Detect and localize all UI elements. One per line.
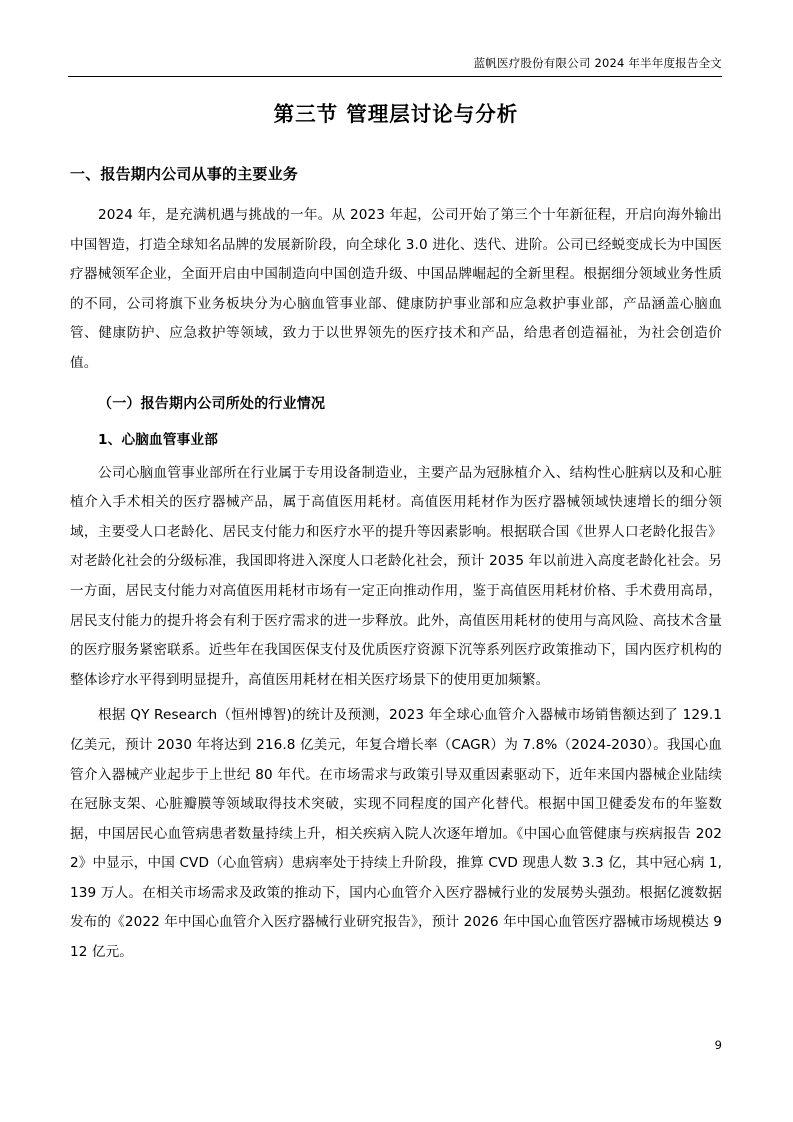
section-heading-main-business: 一、报告期内公司从事的主要业务 [70, 165, 299, 183]
running-header [68, 52, 722, 72]
header-divider-rule [68, 76, 722, 77]
paragraph-high-value-consumables: 公司心脑血管事业部所在行业属于专用设备制造业，主要产品为冠脉植介入、结构性心脏病以及和心脏植介入手术相关的医疗器械产品，属于高值医用耗材。高值医用耗材作为医疗器械领域快速增长的细分领域，主要受人口老龄化、居民支付能力和医疗水平的提升等因素影响。根据联合国《世界人口老龄化报告》对老龄化社会的分级标准，我国即将进入深度人口老龄化社会，预计 2035 年以前进入高度老龄化社会。另一方面，居民支付能力对高值医用耗材市场有一定正向推动作用，鉴于高值医用耗材价格、手术费用高昂，居民支付能力的提升将会有利于医疗需求的进一步释放。此外，高值医用耗材的使用与高风险、高技术含量的医疗服务紧密联系。近些年在我国医保支付及优质医疗资源下沉等系列医疗政策推动下，国内医疗机构的整体诊疗水平得到明显提升，高值医用耗材在相关医疗场景下的使用更加频繁。 [70, 464, 722, 688]
header-company-line: 蓝帆医疗股份有限公司 2024 年半年度报告全文 [473, 56, 722, 70]
paragraph-market-forecast: 根据 QY Research（恒州博智)的统计及预测，2023 年全球心血管介入器械市场销售额达到了 129.1 亿美元，预计 2030 年将达到 216.8 亿美元，年复合增长率（CAGR）为 7.8%（2024-2030）。我国心血管介入器械产业起步于上世纪 80 年代。在市场需求与政策引导双重因素驱动下，近年来国内器械企业陆续在冠脉支架、心脏瓣膜等领域取得技术突破，实现不同程度的国产化替代。根据中国卫健委发布的年鉴数据，中国居民心血管病患者数量持续上升，相关疾病入院人次逐年增加。《中国心血管健康与疾病报告 2022》中显示，中国 CVD（心血管病）患病率处于持续上升阶段，推算 CVD 现患人数 3.3 亿，其中冠心病 1,139 万人。在相关市场需求及政策的推动下，国内心血管介入医疗器械行业的发展势头强劲。根据亿渡数据发布的《2022 年中国心血管介入医疗器械行业研究报告》，预计 2026 年中国心血管医疗器械市场规模达 912 亿元。 [70, 707, 722, 961]
item-heading-cardiovascular-division: 1、心脑血管事业部 [98, 431, 219, 448]
subsection-heading-industry-situation: （一）报告期内公司所处的行业情况 [98, 395, 326, 412]
page-number: 9 [714, 1038, 722, 1052]
page-title: 第三节 管理层讨论与分析 [273, 102, 519, 126]
document-content [70, 97, 722, 974]
paragraph-company-overview: 2024 年，是充满机遇与挑战的一年。从 2023 年起，公司开始了第三个十年新征程，开启向海外输出中国智造，打造全球知名品牌的发展新阶段，向全球化 3.0 进化、迭代、进阶。公司已经蜕变成长为中国医疗器械领军企业，全面开启由中国制造向中国创造升级、中国品牌崛起的全新里程。根据细分领域业务性质的不同，公司将旗下业务板块分为心脑血管事业部、健康防护事业部和应急救护事业部，产品涵盖心脑血管、健康防护、应急救护等领域，致力于以世界领先的医疗技术和产品，给患者创造福祉，为社会创造价值。 [70, 207, 722, 371]
